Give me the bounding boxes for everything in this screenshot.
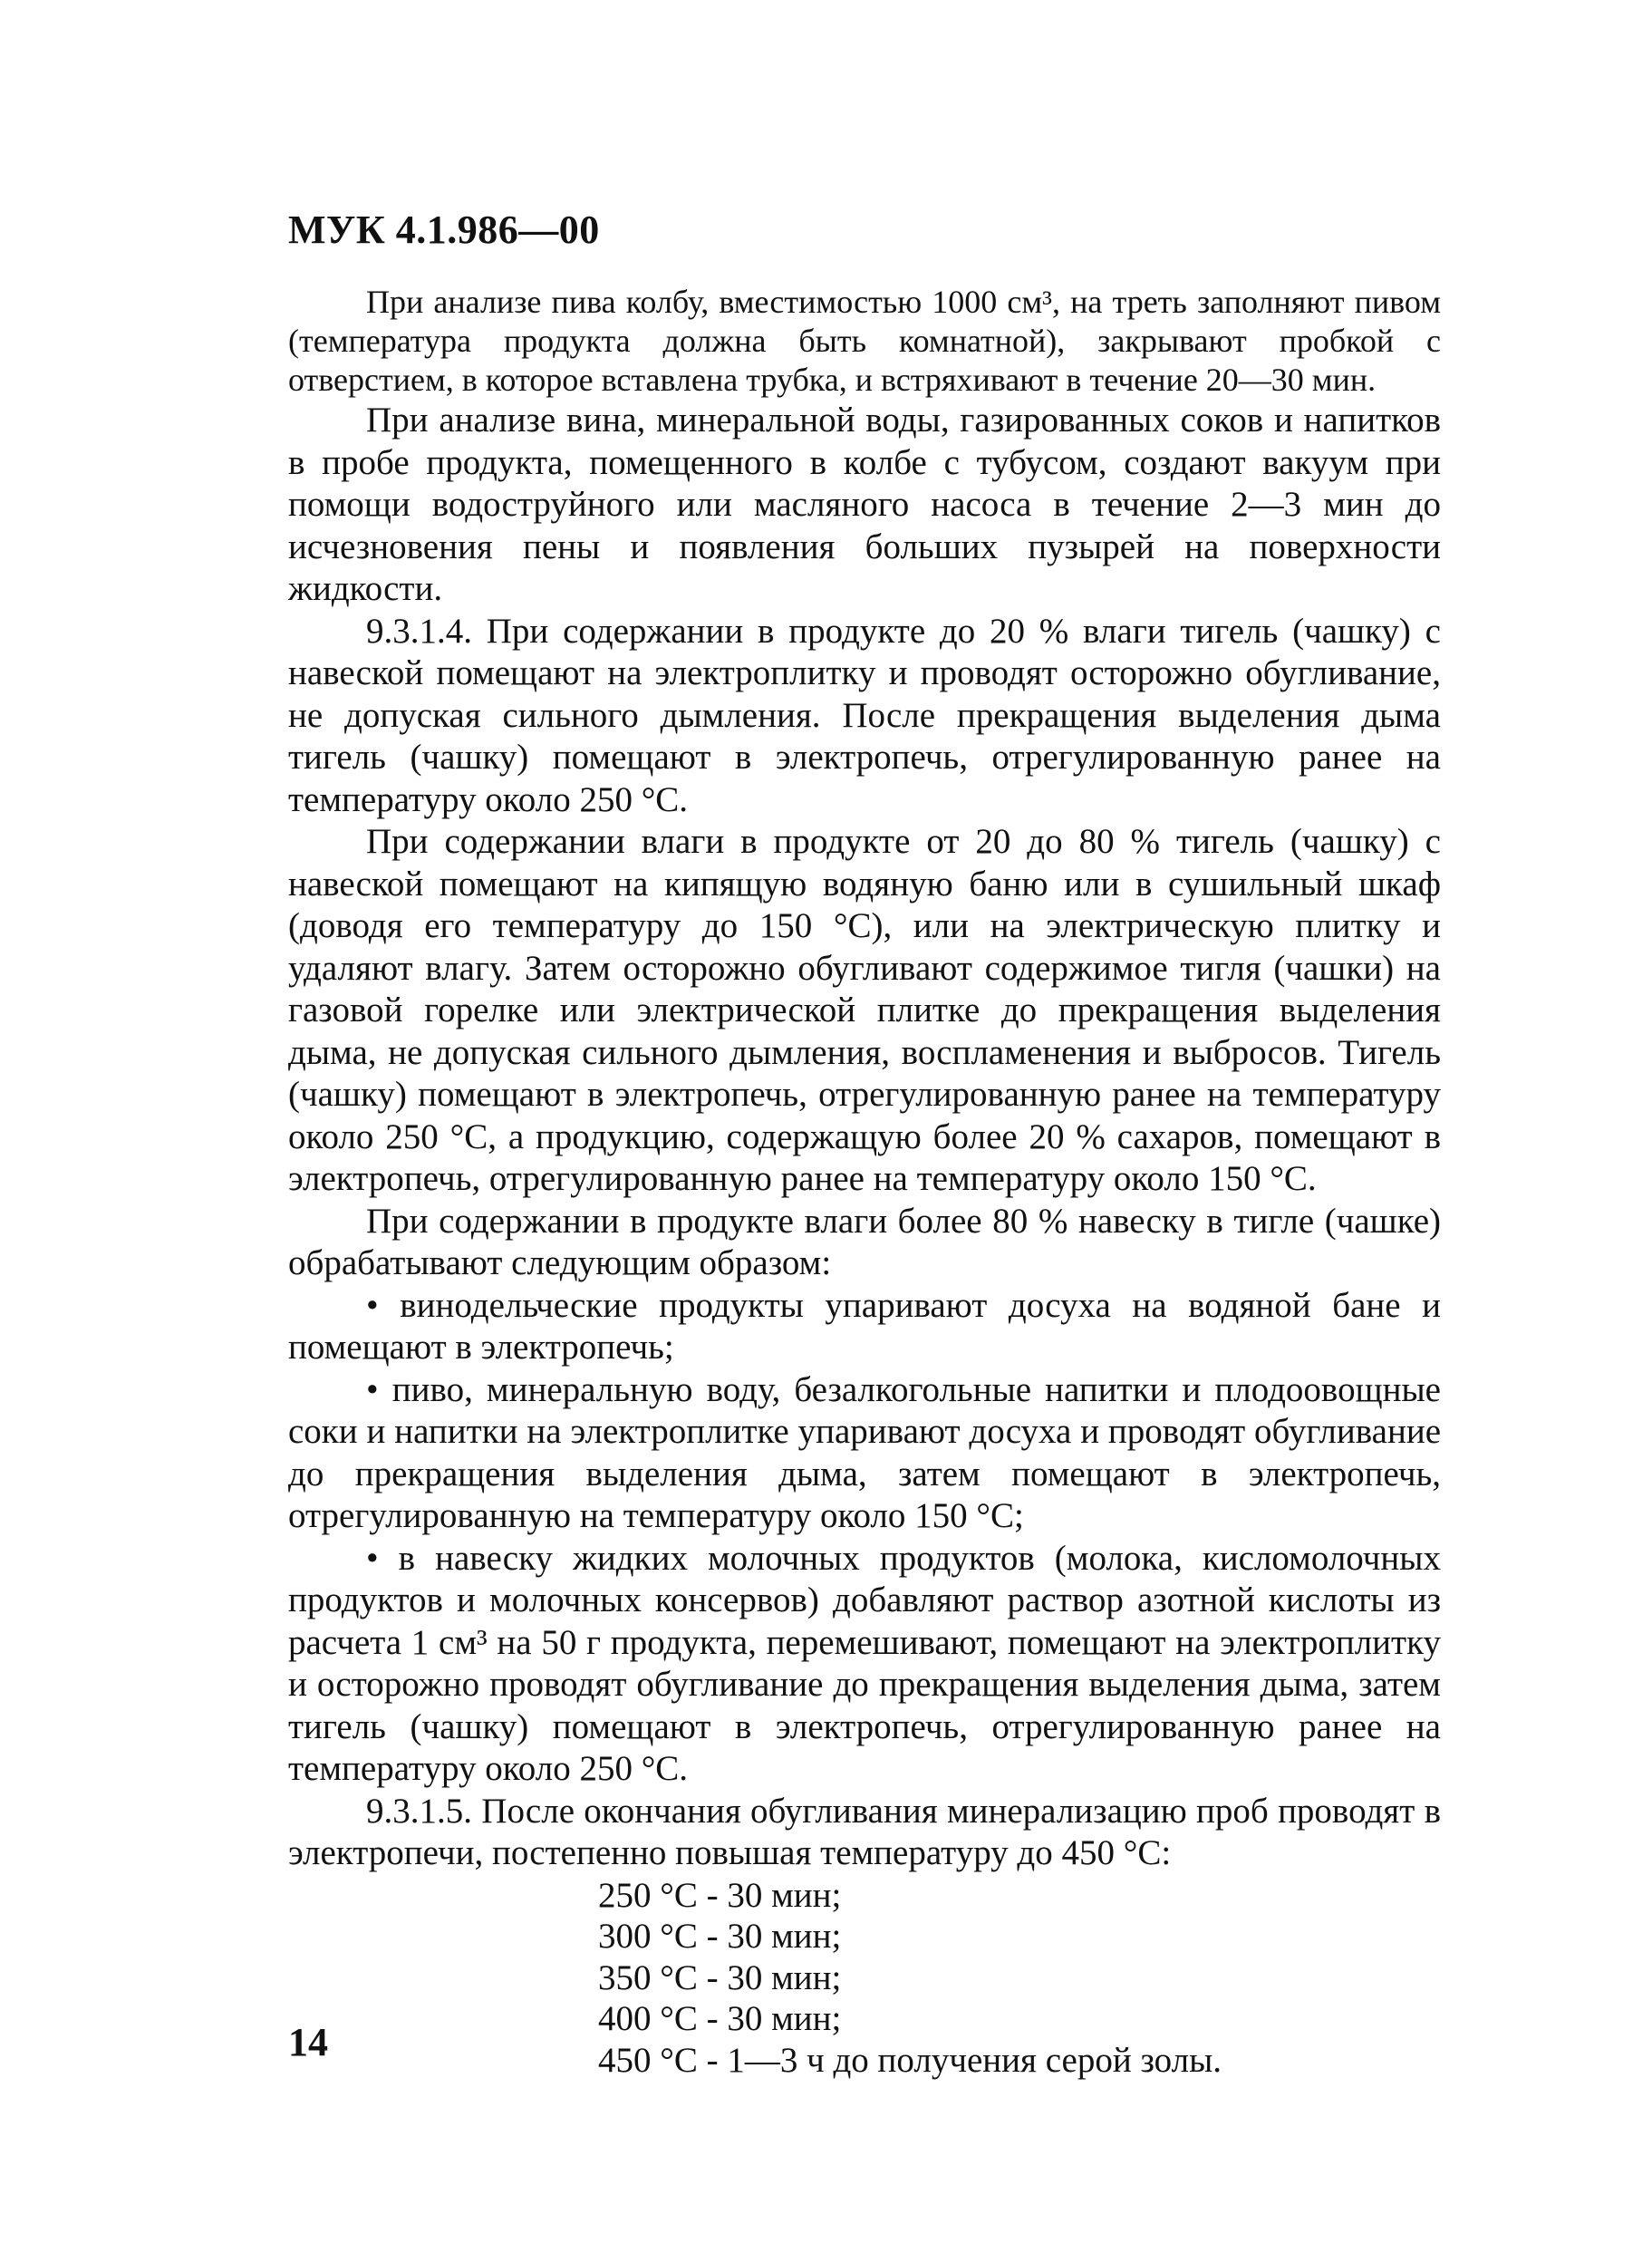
temperature-step: 350 °С - 30 мин; [598, 1957, 842, 1997]
temperature-step: 450 °С - 1—3 ч до получения серой золы. [598, 2040, 1222, 2080]
paragraph-moisture-20-80: При содержании влаги в продукте от 20 до 80 % тигель (чашку) с навеской помещают на кипящую водяную баню или в сушильный шкаф (доводя его температуру до 150 °С), или на электрическую плитку и удаляют влагу. Затем осторожно обугливают содержимое тигля (чашки) на газовой горелке или электрической плитке до прекращения выделения дыма, не допуская сильного дымления, воспламенения и выбросов. Тигель (чашку) помещают в электропечь, отрегулированную ранее на температуру около 250 °С, а продукцию, содержащую более 20 % сахаров, помещают в электропечь, отрегулированную ранее на температуру около 150 °С. [288, 822, 1441, 1198]
list-item-wine-products: • винодельческие продукты упаривают досуха на водяной бане и помещают в электропечь; [288, 1285, 1441, 1367]
paragraph-9-3-1-5: 9.3.1.5. После окончания обугливания минерализацию проб проводят в электропечи, постепенно повышая температуру до 450 °С: [288, 1791, 1441, 1872]
temperature-step: 250 °С - 30 мин; [598, 1875, 842, 1915]
paragraph-beer-analysis: При анализе пива колбу, вместимостью 1000 см³, на треть заполняют пивом (температура продукта должна быть комнатной), закрывают пробкой с отверстием, в которое вставлена трубка, и встряхивают в течение 20—30 мин. [288, 284, 1441, 398]
document-code-header: МУК 4.1.986—00 [288, 208, 600, 252]
paragraph-moisture-over-80: При содержании в продукте влаги более 80 % навеску в тигле (чашке) обрабатывают следующим образом: [288, 1201, 1441, 1282]
list-item-beverages: • пиво, минеральную воду, безалкогольные напитки и плодоовощные соки и напитки на электроплитке упаривают досуха и проводят обугливание до прекращения выделения дыма, затем помещают в электропечь, отрегулированную на температуру около 150 °С; [288, 1369, 1441, 1535]
temperature-steps-list [598, 1875, 1441, 2082]
document-body [288, 283, 1441, 2081]
paragraph-9-3-1-4: 9.3.1.4. При содержании в продукте до 20 % влаги тигель (чашку) с навеской помещают на электроплитку и проводят осторожно обугливание, не допуская сильного дымления. После прекращения выделения дыма тигель (чашку) помещают в электропечь, отрегулированную ранее на температуру около 250 °С. [288, 611, 1441, 819]
temperature-step: 300 °С - 30 мин; [598, 1917, 842, 1956]
paragraph-wine-analysis: При анализе вина, минеральной воды, газированных соков и напитков в пробе продукта, помещенного в колбе с тубусом, создают вакуум при помощи водоструйного или масляного насоса в течение 2—3 мин до исчезновения пены и появления больших пузырей на поверхности жидкости. [288, 401, 1441, 608]
list-item-dairy-products: • в навеску жидких молочных продуктов (молока, кисломолочных продуктов и молочных консервов) добавляют раствор азотной кислоты из расчета 1 см³ на 50 г продукта, перемешивают, помещают на электроплитку и осторожно проводят обугливание до прекращения выделения дыма, затем тигель (чашку) помещают в электропечь, отрегулированную ранее на температуру около 250 °С. [288, 1538, 1441, 1788]
temperature-step: 400 °С - 30 мин; [598, 1999, 842, 2038]
page-number: 14 [288, 2020, 328, 2064]
